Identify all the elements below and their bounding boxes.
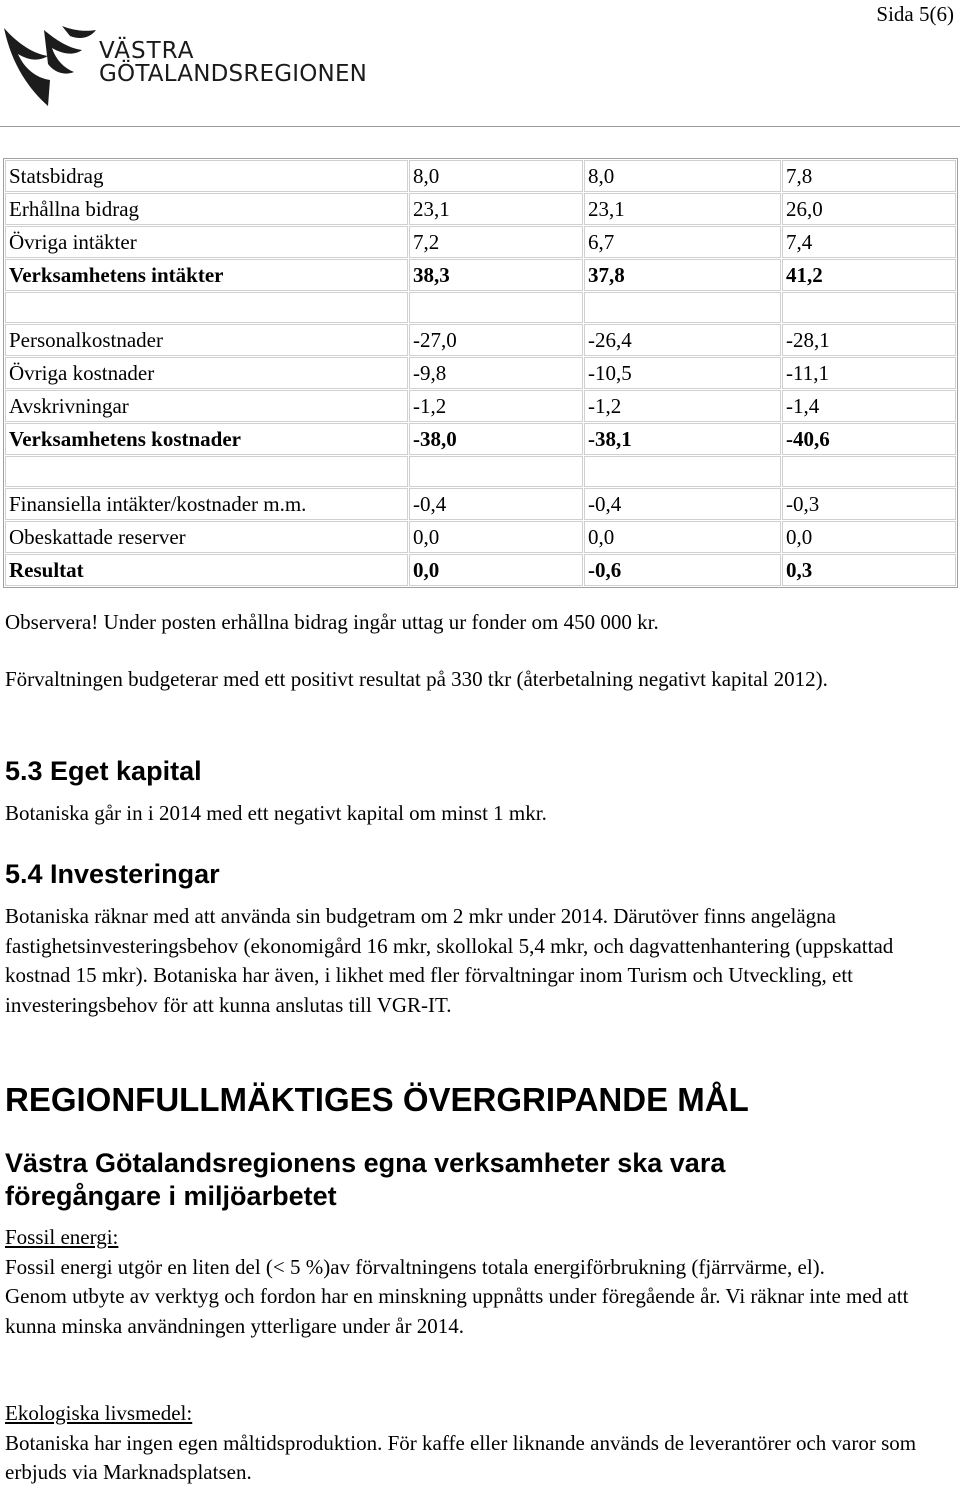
goal-subheading: Västra Götalandsregionens egna verksamheter ska vara föregångare i miljöarbetet bbox=[5, 1148, 726, 1211]
row-label: Finansiella intäkter/kostnader m.m. bbox=[5, 488, 408, 520]
logo-line-2: GÖTALANDSREGIONEN bbox=[99, 61, 368, 87]
table-row bbox=[5, 226, 956, 258]
table-row bbox=[5, 357, 956, 389]
cell-value: 0,3 bbox=[782, 554, 956, 586]
row-label: Erhållna bidrag bbox=[5, 193, 408, 225]
table-row-total bbox=[5, 554, 956, 586]
cell-value: -0,3 bbox=[782, 488, 956, 520]
cell-value: -0,4 bbox=[584, 488, 781, 520]
goals-heading-block bbox=[5, 1082, 955, 1118]
paragraph: Botaniska har ingen egen måltidsproduktion. För kaffe eller liknande används de leverantörer och varor som erbjuds via Marknadsplatsen. bbox=[5, 1430, 917, 1484]
cell-value: 26,0 bbox=[782, 193, 956, 225]
row-label: Verksamhetens intäkter bbox=[5, 259, 408, 291]
cell-value: -0,4 bbox=[409, 488, 583, 520]
cell-value bbox=[409, 292, 583, 323]
paragraph: Genom utbyte av verktyg och fordon har en minskning uppnåtts under föregående år. Vi räknar inte med att kunna minska användningen ytterligare under år 2014. bbox=[5, 1284, 909, 1338]
section-investeringar-body bbox=[5, 902, 955, 1020]
section-investeringar bbox=[5, 859, 955, 889]
vgr-logo bbox=[4, 26, 404, 108]
row-label: Statsbidrag bbox=[5, 160, 408, 192]
cell-value bbox=[409, 456, 583, 487]
table-row bbox=[5, 488, 956, 520]
note-observera-block bbox=[5, 608, 955, 638]
row-label: Övriga kostnader bbox=[5, 357, 408, 389]
cell-value: -38,1 bbox=[584, 423, 781, 455]
cell-value: 0,0 bbox=[584, 521, 781, 553]
cell-value: -40,6 bbox=[782, 423, 956, 455]
cell-value bbox=[782, 292, 956, 323]
cell-value: 0,0 bbox=[409, 554, 583, 586]
cell-value: -10,5 bbox=[584, 357, 781, 389]
cell-value bbox=[584, 292, 781, 323]
table-row-spacer bbox=[5, 456, 956, 487]
cell-value: 7,8 bbox=[782, 160, 956, 192]
fossil-energy-block bbox=[5, 1223, 955, 1341]
fossil-energy-label: Fossil energi: bbox=[5, 1225, 119, 1249]
row-label bbox=[5, 456, 408, 487]
cell-value: -0,6 bbox=[584, 554, 781, 586]
cell-value: -27,0 bbox=[409, 324, 583, 356]
goals-subheading-block bbox=[5, 1147, 825, 1213]
row-label bbox=[5, 292, 408, 323]
note-budget: Förvaltningen budgeterar med ett positivt resultat på 330 tkr (återbetalning negativt kapital 2012). bbox=[5, 667, 828, 691]
cell-value: 7,4 bbox=[782, 226, 956, 258]
paragraph: Botaniska räknar med att använda sin budgetram om 2 mkr under 2014. Därutöver finns angelägna fastighetsinvesteringsbehov (ekonomigård 16 mkr, skollokal 5,4 mkr, och dagvattenhantering (uppskattad kostnad 15 mkr). Botaniska har även, i likhet med fler förvaltningar inom Turism och Utveckling, ett investeringsbehov för att kunna anslutas till VGR-IT. bbox=[5, 904, 894, 1017]
page-heading: REGIONFULLMÄKTIGES ÖVERGRIPANDE MÅL bbox=[5, 1081, 749, 1118]
cell-value: -1,2 bbox=[409, 390, 583, 422]
row-label: Avskrivningar bbox=[5, 390, 408, 422]
section-eget-kapital bbox=[5, 756, 955, 786]
cell-value: 8,0 bbox=[584, 160, 781, 192]
cell-value: -28,1 bbox=[782, 324, 956, 356]
section-eget-kapital-body bbox=[5, 799, 955, 829]
cell-value: 38,3 bbox=[409, 259, 583, 291]
table-row bbox=[5, 390, 956, 422]
cell-value: -26,4 bbox=[584, 324, 781, 356]
row-label: Övriga intäkter bbox=[5, 226, 408, 258]
note-observera: Observera! Under posten erhållna bidrag ingår uttag ur fonder om 450 000 kr. bbox=[5, 610, 659, 634]
table-row bbox=[5, 521, 956, 553]
budget-table bbox=[3, 158, 958, 588]
vgr-logo-text bbox=[99, 40, 367, 86]
cell-value: -1,4 bbox=[782, 390, 956, 422]
table-row bbox=[5, 324, 956, 356]
paragraph: Fossil energi utgör en liten del (< 5 %)av förvaltningens totala energiförbrukning (fjärrvärme, el). bbox=[5, 1254, 825, 1279]
note-budget-block bbox=[5, 665, 955, 695]
eco-food-label: Ekologiska livsmedel: bbox=[5, 1401, 193, 1425]
cell-value: 41,2 bbox=[782, 259, 956, 291]
cell-value: 0,0 bbox=[409, 521, 583, 553]
cell-value bbox=[584, 456, 781, 487]
page-number: Sida 5(6) bbox=[876, 2, 954, 26]
cell-value: -38,0 bbox=[409, 423, 583, 455]
paragraph: Botaniska går in i 2014 med ett negativt kapital om minst 1 mkr. bbox=[5, 801, 547, 825]
cell-value: 6,7 bbox=[584, 226, 781, 258]
cell-value: 37,8 bbox=[584, 259, 781, 291]
row-label: Personalkostnader bbox=[5, 324, 408, 356]
cell-value: -11,1 bbox=[782, 357, 956, 389]
cell-value: -9,8 bbox=[409, 357, 583, 389]
vgr-logo-mark-icon bbox=[4, 26, 96, 106]
table-row-subtotal bbox=[5, 259, 956, 291]
row-label: Resultat bbox=[5, 554, 408, 586]
cell-value: 0,0 bbox=[782, 521, 956, 553]
table-row-spacer bbox=[5, 292, 956, 323]
cell-value: 23,1 bbox=[409, 193, 583, 225]
cell-value: 8,0 bbox=[409, 160, 583, 192]
table-row-subtotal bbox=[5, 423, 956, 455]
header-divider bbox=[0, 126, 960, 127]
cell-value: 7,2 bbox=[409, 226, 583, 258]
cell-value: -1,2 bbox=[584, 390, 781, 422]
table-row bbox=[5, 160, 956, 192]
cell-value bbox=[782, 456, 956, 487]
logo-line-1: VÄSTRA bbox=[99, 38, 195, 64]
table-row bbox=[5, 193, 956, 225]
cell-value: 23,1 bbox=[584, 193, 781, 225]
section-heading: 5.3 Eget kapital bbox=[5, 756, 202, 786]
row-label: Verksamhetens kostnader bbox=[5, 423, 408, 455]
section-heading: 5.4 Investeringar bbox=[5, 859, 220, 889]
eco-food-block bbox=[5, 1399, 955, 1488]
row-label: Obeskattade reserver bbox=[5, 521, 408, 553]
